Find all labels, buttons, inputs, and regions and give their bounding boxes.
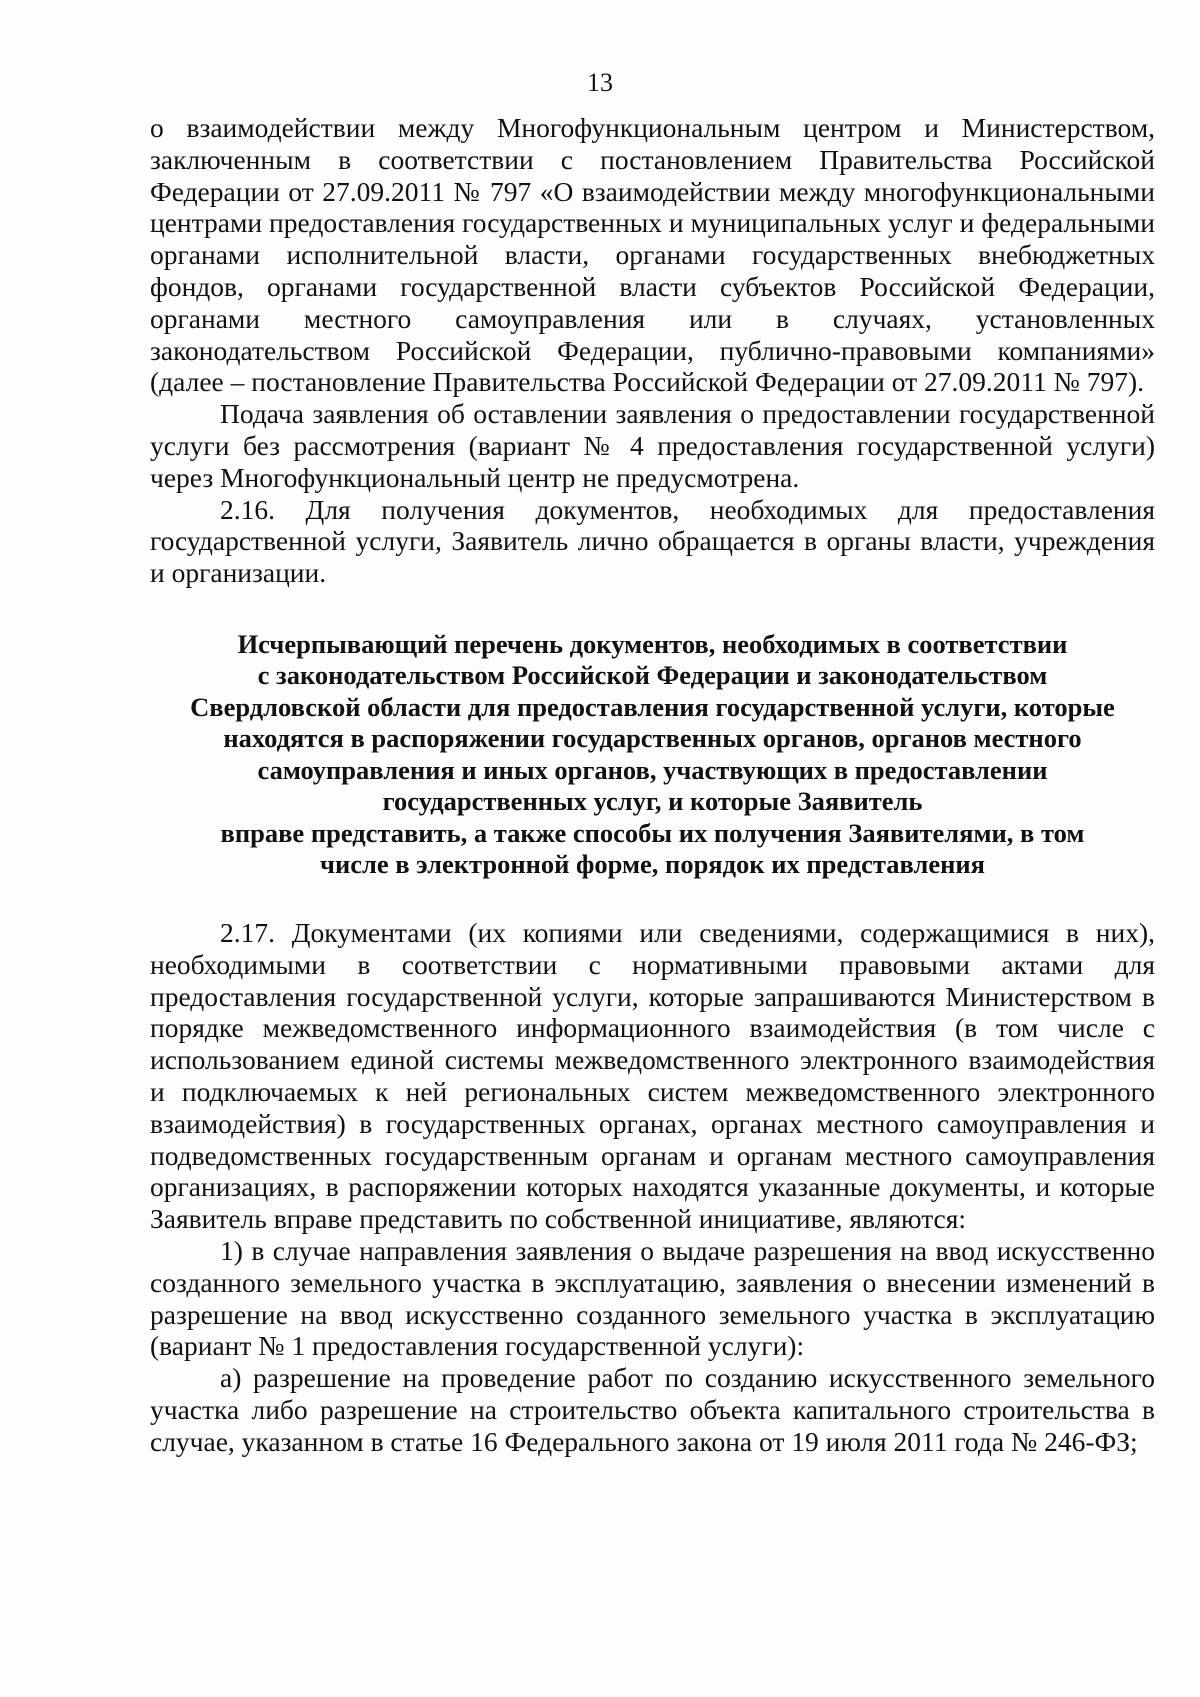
heading-line: Свердловской области для предоставления государственной услуги, которые: [190, 691, 1115, 722]
paragraph-item-1: 1) в случае направления заявления о выдаче разрешения на ввод искусственно созданного земельного участка в эксплуатацию, заявления о внесении изменений в разрешение на ввод искусственно созданного земельного участка в эксплуатацию (вариант № 1 предоставления государственной услуги):: [150, 1234, 1155, 1362]
page-number: 13: [587, 68, 613, 97]
heading-line: вправе представить, а также способы их получения Заявителями, в том: [220, 817, 1085, 848]
paragraph-submission-note: Подача заявления об оставлении заявления о предоставлении государственной услуги без рассмотрения (вариант № 4 предоставления государственной услуги) через Многофункциональный центр не предусмотрена.: [150, 398, 1155, 493]
heading-line: находятся в распоряжении государственных органов, органов местного: [223, 723, 1082, 754]
paragraph-item-a: а) разрешение на проведение работ по созданию искусственного земельного участка либо разрешение на строительство объекта капитального строительства в случае, указанном в статье 16 Федерального закона от 19 июля 2011 года № 246-ФЗ;: [150, 1362, 1155, 1457]
paragraph-2-16: 2.16. Для получения документов, необходимых для предоставления государственной услуги, Заявитель лично обращается в органы власти, учреждения и организации.: [150, 493, 1155, 589]
heading-line: числе в электронной форме, порядок их представления: [320, 849, 985, 880]
heading-line: с законодательством Российской Федерации и законодательством: [257, 660, 1048, 691]
paragraph-continuation: о взаимодействии между Многофункциональным центром и Министерством, заключенным в соответствии с постановлением Правительства Российской Федерации от 27.09.2011 № 797 «О взаимодействии между многофункциональными центрами предоставления государственных и муниципальных услуг и федеральными органами исполнительной власти, органами государственных внебюджетных фондов, органами государственной власти субъектов Российской Федерации, органами местного самоуправления или в случаях, установленных законодательством Российской Федерации, публично-правовыми компаниями» (далее – постановление Правительства Российской Федерации от 27.09.2011 № 797).: [150, 112, 1155, 398]
heading-line: государственных услуг, и которые Заявитель: [382, 786, 923, 817]
heading-line: Исчерпывающий перечень документов, необходимых в соответствии: [237, 628, 1068, 659]
document-body: [150, 112, 1155, 1458]
heading-line: самоуправления и иных органов, участвующих в предоставлении: [257, 754, 1048, 785]
section-heading: [170, 629, 1135, 881]
paragraph-2-17: 2.17. Документами (их копиями или сведениями, содержащимися в них), необходимыми в соответствии с нормативными правовыми актами для предоставления государственной услуги, которые запрашиваются Министерством в порядке межведомственного информационного взаимодействия (в том числе с использованием единой системы межведомственного электронного взаимодействия и подключаемых к ней региональных систем межведомственного электронного взаимодействия) в государственных органах, органах местного самоуправления и подведомственных государственным органам и органам местного самоуправления организациях, в распоряжении которых находятся указанные документы, и которые Заявитель вправе представить по собственной инициативе, являются:: [150, 916, 1155, 1235]
